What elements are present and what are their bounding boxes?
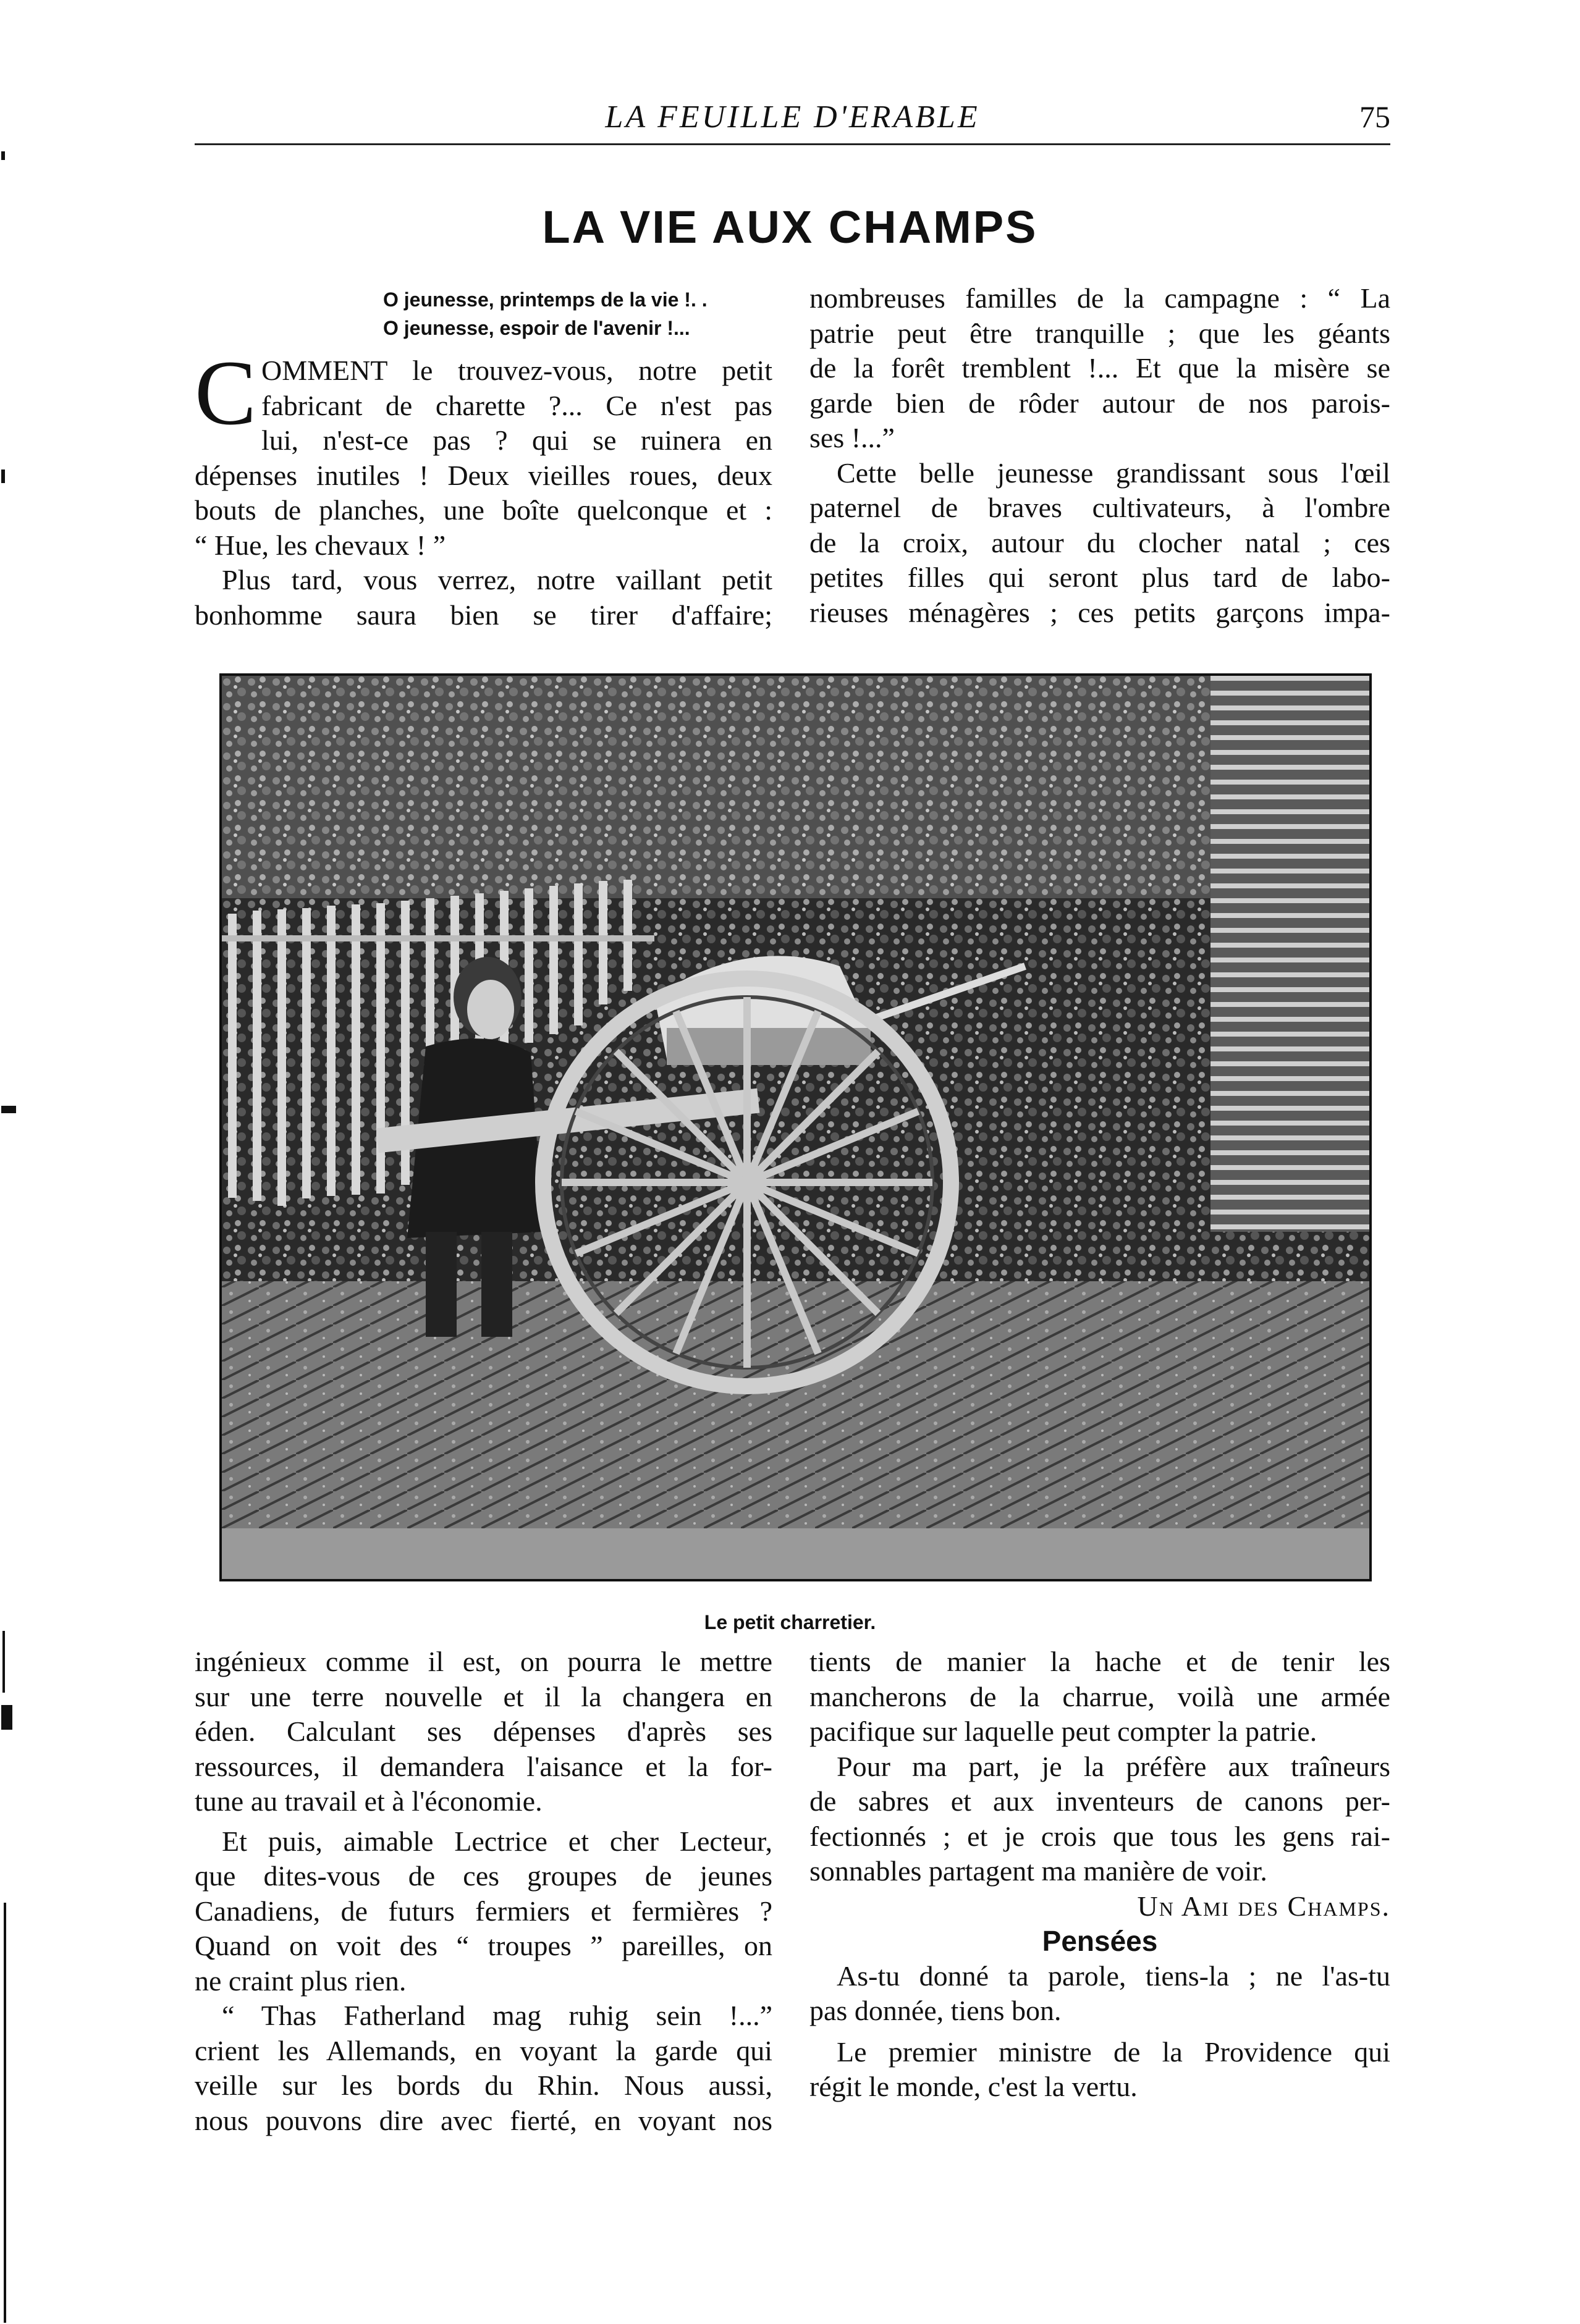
text-line: As-tu donné ta parole, tiens-la ; ne l'as-tu — [837, 1960, 1390, 1992]
text-line: pacifique sur laquelle peut compter la patrie. — [809, 1716, 1317, 1747]
text-line: ne craint plus rien. — [195, 1964, 407, 1997]
running-header — [195, 94, 1390, 145]
text-line: Et puis, aimable Lectrice et cher Lecteur, — [222, 1825, 772, 1857]
photo-caption: Le petit charretier. — [704, 1611, 876, 1633]
text-line: ses !...” — [809, 422, 895, 453]
text-line: de sabres et aux inventeurs de canons per- — [809, 1785, 1390, 1817]
text-line: Pour ma part, je la préfère aux traîneurs — [837, 1750, 1390, 1782]
pensees-heading: Pensées — [1042, 1925, 1158, 1957]
text-line: tune au travail et à l'économie. — [195, 1785, 543, 1817]
text-line: ingénieux comme il est, on pourra le mettre — [195, 1646, 772, 1677]
paragraph — [195, 1824, 772, 1999]
text-line: de la forêt tremblent !... Et que la misère se — [809, 352, 1390, 384]
text-line: de la croix, autour du clocher natal ; ces — [809, 526, 1390, 558]
text-line: bouts de planches, une boîte quelconque et : — [195, 494, 772, 526]
paragraph — [809, 1749, 1390, 1889]
paragraph — [195, 342, 772, 563]
text-line: petites filles qui seront plus tard de labo- — [809, 562, 1390, 593]
text-line: nombreuses familles de la campagne : “ La — [809, 282, 1390, 314]
text-line: rieuses ménagères ; ces petits garçons impa- — [809, 596, 1390, 628]
text-line: ressources, il demandera l'aisance et la for- — [195, 1750, 772, 1782]
scan-mark — [4, 1903, 6, 2323]
text-line: OMMENT le trouvez-vous, notre petit — [261, 355, 772, 386]
text-line: tients de manier la hache et de tenir les — [809, 1646, 1390, 1677]
text-line: crient les Allemands, en voyant la garde qui — [195, 2034, 772, 2066]
text-line: patrie peut être tranquille ; que les géants — [809, 317, 1390, 349]
paragraph — [809, 281, 1390, 456]
signature: Un Ami des Champs. — [1137, 1890, 1390, 1922]
text-line: dépenses inutiles ! Deux vieilles roues, deux — [195, 459, 772, 491]
paragraph — [195, 563, 772, 633]
text-line: bonhomme saura bien se tirer d'affaire; — [195, 599, 772, 631]
text-line: “ Thas Fatherland mag ruhig sein !...” — [222, 2000, 772, 2031]
page-number: 75 — [1359, 99, 1390, 134]
text-line: garde bien de rôder autour de nos parois- — [809, 387, 1390, 419]
scan-mark — [1, 151, 5, 160]
scan-mark — [1, 1106, 16, 1113]
paragraph — [195, 1998, 772, 2138]
article-title: LA VIE AUX CHAMPS — [542, 201, 1038, 253]
text-line: paternel de braves cultivateurs, à l'ombre — [809, 492, 1390, 523]
running-title: LA FEUILLE D'ERABLE — [605, 99, 980, 135]
text-line: Quand on voit des “ troupes ” pareilles, on — [195, 1930, 772, 1961]
text-line: Canadiens, de futurs fermiers et fermières ? — [195, 1895, 772, 1927]
text-line: veille sur les bords du Rhin. Nous aussi, — [195, 2069, 772, 2101]
text-line: nous pouvons dire avec fierté, en voyant nos — [195, 2104, 772, 2136]
text-line: lui, n'est-ce pas ? qui se ruinera en — [261, 424, 772, 456]
text-line: “ Hue, les chevaux ! ” — [195, 529, 446, 561]
text-line: que dites-vous de ces groupes de jeunes — [195, 1860, 772, 1892]
epigraph-line: O jeunesse, espoir de l'avenir !... — [383, 317, 690, 339]
drop-cap: C — [195, 342, 257, 444]
column-2-bottom — [809, 1644, 1390, 2105]
paragraph — [195, 1644, 772, 1819]
text-line: Le premier ministre de la Providence qui — [837, 2036, 1390, 2068]
epigraph — [383, 285, 803, 342]
pensee — [809, 2035, 1390, 2105]
text-line: Cette belle jeunesse grandissant sous l'œil — [837, 457, 1390, 489]
text-line: sonnables partagent ma manière de voir. — [809, 1855, 1267, 1887]
text-line: fabricant de charette ?... Ce n'est pas — [261, 389, 772, 421]
photograph-boy-with-cart — [219, 673, 1372, 1581]
text-line: éden. Calculant ses dépenses d'après ses — [195, 1716, 772, 1747]
scan-mark — [1, 469, 5, 483]
scan-mark — [1, 1705, 12, 1730]
photo-illustration — [222, 676, 1369, 1579]
text-line: sur une terre nouvelle et il la changera en — [195, 1680, 772, 1712]
text-line: régit le monde, c'est la vertu. — [809, 2071, 1138, 2102]
text-line: fectionnés ; et je crois que tous les gens rai- — [809, 1820, 1390, 1852]
pensee — [809, 1959, 1390, 2029]
paragraph — [809, 1644, 1390, 1749]
column-1-top — [195, 342, 772, 633]
scan-mark — [2, 1631, 5, 1693]
paragraph — [809, 456, 1390, 631]
epigraph-line: O jeunesse, printemps de la vie !. . — [383, 288, 708, 311]
text-line: Plus tard, vous verrez, notre vaillant petit — [222, 564, 772, 596]
text-line: pas donnée, tiens bon. — [809, 1995, 1062, 2026]
column-2-top — [809, 281, 1390, 630]
column-1-bottom — [195, 1644, 772, 2138]
text-line: mancherons de la charrue, voilà une armée — [809, 1680, 1390, 1712]
